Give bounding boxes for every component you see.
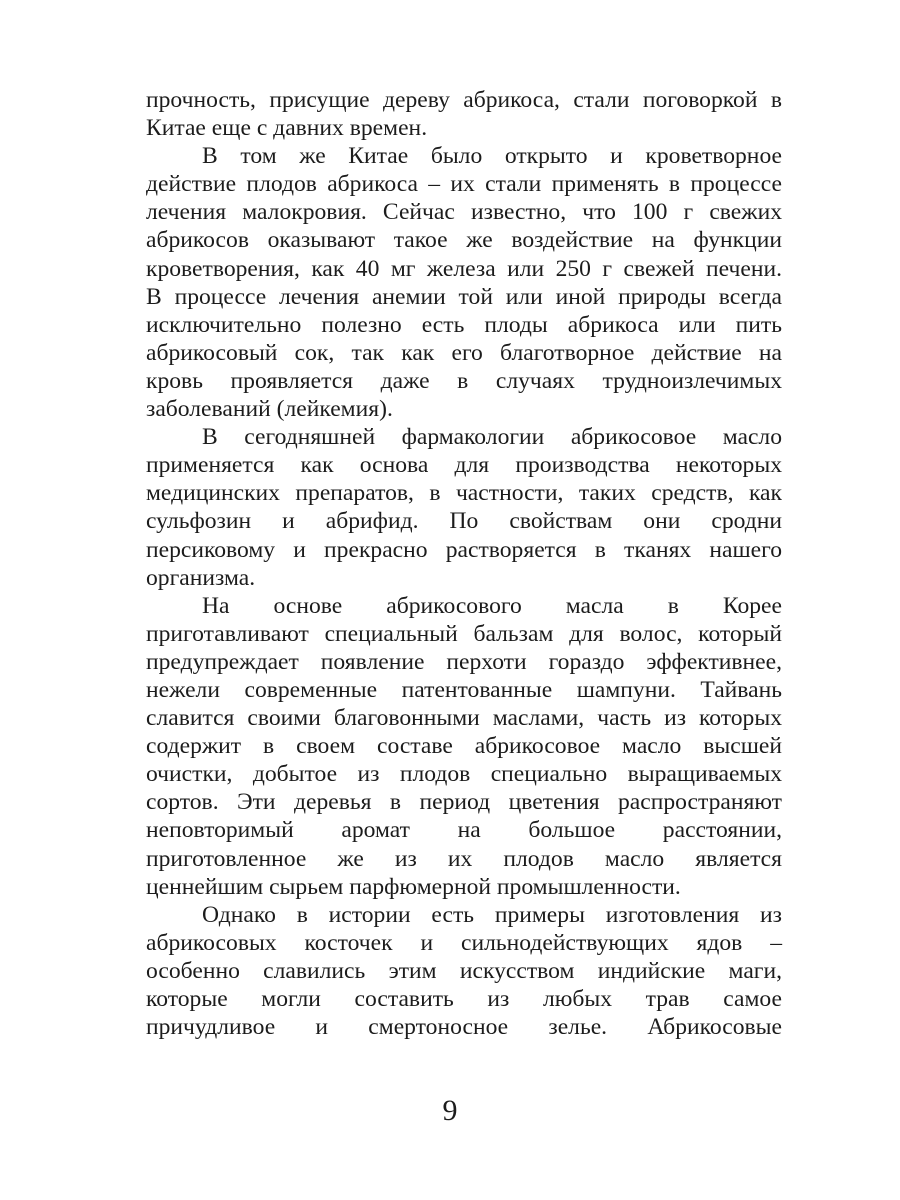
text-line: действие плодов абрикоса – их стали применять в процессе (146, 171, 782, 198)
page-number: 9 (442, 1094, 458, 1127)
paragraph-first-line: В том же Китае было открыто и кроветворное (202, 143, 782, 170)
text-line: сортов. Эти деревья в период цветения распространяют (146, 789, 782, 816)
text-line: ценнейшим сырьем парфюмерной промышленности. (146, 873, 681, 900)
text-line: славится своими благовонными маслами, часть из которых (146, 705, 782, 732)
text-line: лечения малокровия. Сейчас известно, что 100 г свежих (146, 199, 782, 226)
text-line: которые могли составить из любых трав самое (146, 986, 782, 1012)
text-line: предупреждает появление перхоти гораздо эффективнее, (146, 648, 782, 675)
text-line: приготовленное же из их плодов масло является (146, 845, 782, 872)
text-line: неповторимый аромат на большое расстоянии, (146, 817, 782, 844)
text-line: персиковому и прекрасно растворяется в тканях нашего (146, 536, 782, 563)
text-line: медицинских препаратов, в частности, таких средств, как (146, 480, 782, 507)
text-line: Китае еще с давних времен. (146, 115, 428, 142)
text-line: абрикосовых косточек и сильнодействующих ядов – (146, 929, 782, 956)
text-line: абрикосовый сок, так как его благотворное действие на (146, 339, 782, 366)
paragraph-first-line: В сегодняшней фармакологии абрикосовое масло (202, 424, 782, 451)
text-line: организма. (146, 564, 256, 591)
text-line: применяется как основа для производства некоторых (146, 452, 782, 479)
text-line: заболеваний (лейкемия). (146, 396, 393, 423)
text-line: кроветворения, как 40 мг железа или 250 г свежей печени. (146, 255, 782, 282)
text-line: сульфозин и абрифид. По свойствам они сродни (146, 508, 782, 535)
body-text (146, 86, 782, 1041)
text-line: особенно славились этим искусством индийские маги, (146, 957, 782, 984)
text-line: прочность, присущие дереву абрикоса, стали поговоркой в (146, 87, 782, 113)
text-line: В процессе лечения анемии той или иной природы всегда (146, 283, 782, 310)
text-line: приготавливают специальный бальзам для волос, который (146, 620, 782, 647)
text-line: кровь проявляется даже в случаях трудноизлечимых (146, 367, 782, 394)
text-line: очистки, добытое из плодов специально выращиваемых (146, 761, 782, 788)
text-line: содержит в своем составе абрикосовое масло высшей (146, 733, 782, 760)
paragraph-first-line: Однако в истории есть примеры изготовления из (202, 901, 782, 928)
paragraph-first-line: На основе абрикосового масла в Корее (202, 592, 782, 619)
text-line: причудливое и смертоносное зелье. Абрикосовые (146, 1014, 782, 1041)
text-line: исключительно полезно есть плоды абрикоса или пить (146, 311, 782, 338)
text-line: абрикосов оказывают такое же воздействие на функции (146, 227, 782, 254)
text-line: нежели современные патентованные шампуни. Тайвань (146, 676, 782, 703)
